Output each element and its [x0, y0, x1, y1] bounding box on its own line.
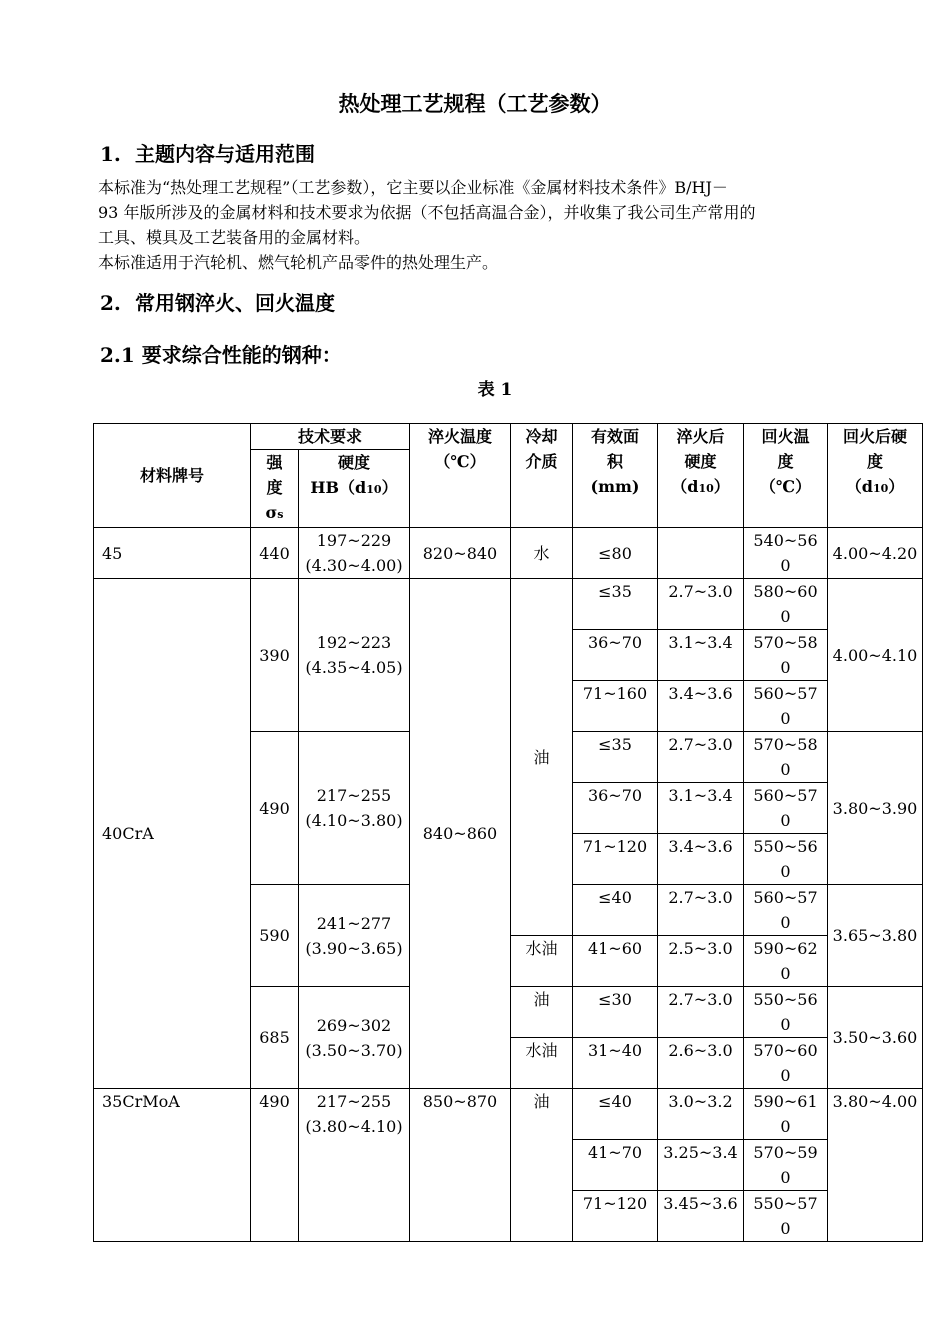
subscript: 10 — [366, 483, 382, 496]
cell-hardness-after-quench — [658, 528, 744, 579]
section-1-heading — [100, 138, 315, 167]
cell-hardness-after-temper: 3.80~3.90 — [828, 732, 923, 885]
cell-cooling: 水油 — [511, 936, 573, 987]
paragraph-line: 本标准为“热处理工艺规程”（工艺参数），它主要以企业标准《金属材料技术条件》B/HJ－ — [98, 178, 728, 197]
cell-text: 217~255 — [316, 786, 392, 805]
header-hardness — [299, 450, 410, 528]
cell-hardness-after-quench: 2.7~3.0 — [658, 579, 744, 630]
cell-text: 0 — [780, 658, 791, 677]
cell-text: 0 — [780, 1066, 791, 1085]
cell-hardness-after-temper: 4.00~4.10 — [828, 579, 923, 732]
cell-section: ≤40 — [573, 885, 658, 936]
section-1-number: 1. — [100, 142, 121, 166]
cell-text: 550~56 — [753, 990, 818, 1009]
cell-section: 36~70 — [573, 630, 658, 681]
cell-text: 0 — [780, 556, 791, 575]
cell-text: 550~56 — [753, 837, 818, 856]
header-text: (mm) — [590, 477, 640, 496]
subscript: s — [277, 508, 284, 521]
cell-hardness-after-temper: 3.50~3.60 — [828, 987, 923, 1089]
header-row — [94, 424, 923, 450]
header-text: （d — [671, 477, 699, 496]
cell-temper-temp — [744, 630, 828, 681]
header-material: 材料牌号 — [94, 424, 251, 528]
cell-text: 570~59 — [753, 1143, 818, 1162]
header-text: 度 — [777, 452, 794, 471]
cell-text: 540~56 — [753, 531, 818, 550]
cell-section: ≤35 — [573, 732, 658, 783]
cell-text: 590~62 — [753, 939, 818, 958]
cell-temper-temp — [744, 783, 828, 834]
header-text: 冷却 — [525, 427, 558, 446]
header-text: 淬火后 — [676, 427, 725, 446]
cell-quench-temp: 820~840 — [410, 528, 511, 579]
cell-section: ≤80 — [573, 528, 658, 579]
cell-temper-temp — [744, 1191, 828, 1242]
cell-section: ≤40 — [573, 1089, 658, 1140]
cell-text: 0 — [780, 964, 791, 983]
cell-temper-temp — [744, 681, 828, 732]
section-2-heading — [100, 287, 335, 316]
cell-section: 36~70 — [573, 783, 658, 834]
cell-section: ≤30 — [573, 987, 658, 1038]
cell-hardness-after-quench: 3.45~3.6 — [658, 1191, 744, 1242]
document-title: 热处理工艺规程（工艺参数） — [338, 91, 612, 116]
header-text: 度 — [266, 478, 283, 497]
cell-text: 269~302 — [316, 1015, 392, 1035]
paragraph-line: 工具、模具及工艺装备用的金属材料。 — [98, 228, 371, 247]
header-tech-requirements: 技术要求 — [251, 424, 410, 450]
cell-hardness-after-temper: 3.65~3.80 — [828, 885, 923, 987]
header-text: 淬火温度 — [427, 427, 492, 446]
cell-text: 0 — [780, 811, 791, 830]
cell-temper-temp — [744, 528, 828, 579]
cell-text: 0 — [780, 913, 791, 932]
cell-strength: 590 — [251, 885, 299, 987]
header-text: 硬度 — [337, 453, 370, 472]
cell-material: 45 — [94, 528, 251, 579]
cell-text: 0 — [780, 607, 791, 626]
header-strength — [251, 450, 299, 528]
header-text: （℃） — [759, 477, 812, 496]
cell-text: 580~60 — [753, 582, 818, 601]
cell-section: 31~40 — [573, 1038, 658, 1089]
cell-hardness-after-quench: 2.7~3.0 — [658, 885, 744, 936]
cell-strength: 490 — [251, 732, 299, 885]
cell-strength: 390 — [251, 579, 299, 732]
cell-text: (3.90~3.65) — [305, 938, 403, 958]
cell-hardness-after-quench: 3.25~3.4 — [658, 1140, 744, 1191]
header-hardness-after-temper — [828, 424, 923, 528]
header-hardness-after-quench — [658, 424, 744, 528]
cell-hardness — [299, 732, 410, 885]
header-text: 回火温 — [761, 427, 810, 446]
cell-cooling: 水 — [511, 528, 573, 579]
cell-section: ≤35 — [573, 579, 658, 630]
header-text: 度 — [866, 452, 883, 471]
cell-text: 590~61 — [753, 1092, 818, 1111]
table-caption: 表 1 — [477, 380, 513, 400]
subscript: 10 — [698, 482, 714, 495]
header-text — [658, 474, 743, 501]
table-row — [94, 1089, 923, 1140]
cell-text: 241~277 — [316, 913, 392, 933]
cell-hardness-after-quench: 2.7~3.0 — [658, 732, 744, 783]
cell-hardness-after-temper: 4.00~4.20 — [828, 528, 923, 579]
heat-treatment-table — [93, 423, 923, 1242]
cell-text: (3.50~3.70) — [305, 1040, 403, 1060]
header-temper-temp — [744, 424, 828, 528]
cell-hardness-after-quench: 3.1~3.4 — [658, 783, 744, 834]
cell-section: 41~70 — [573, 1140, 658, 1191]
cell-text: 217~255 — [316, 1092, 392, 1111]
cell-material: 40CrA — [94, 579, 251, 1089]
header-text: （d — [845, 477, 873, 496]
cell-hardness — [299, 579, 410, 732]
cell-temper-temp — [744, 834, 828, 885]
subscript: 10 — [872, 482, 889, 495]
header-text: HB（d — [310, 478, 367, 497]
header-text: 强 — [266, 453, 283, 472]
cell-text: 0 — [780, 1219, 791, 1238]
cell-text: 197~229 — [316, 531, 392, 550]
header-text: ） — [888, 477, 905, 496]
cell-section: 71~120 — [573, 1191, 658, 1242]
cell-hardness-after-quench: 3.4~3.6 — [658, 834, 744, 885]
section-2-1-heading: 2.1 要求综合性能的钢种： — [100, 343, 342, 367]
cell-material: 35CrMoA — [94, 1089, 251, 1242]
section-2-title: 常用钢淬火、回火温度 — [134, 291, 335, 315]
cell-text: (4.35~4.05) — [305, 658, 403, 677]
header-text — [828, 474, 922, 501]
cell-text: 0 — [780, 709, 791, 728]
sigma-symbol: σ — [265, 503, 278, 522]
header-text: 硬度 — [684, 452, 717, 471]
cell-temper-temp — [744, 1089, 828, 1140]
cell-section: 41~60 — [573, 936, 658, 987]
header-text — [299, 475, 409, 502]
cell-temper-temp — [744, 1038, 828, 1089]
header-text: 积 — [606, 452, 623, 471]
cell-quench-temp: 850~870 — [410, 1089, 511, 1242]
cell-hardness-after-quench: 2.6~3.0 — [658, 1038, 744, 1089]
cell-text: (4.10~3.80) — [305, 811, 403, 830]
header-effective-section — [573, 424, 658, 528]
header-text: 回火后硬 — [842, 427, 907, 446]
cell-temper-temp — [744, 732, 828, 783]
cell-temper-temp — [744, 579, 828, 630]
cell-hardness — [299, 885, 410, 987]
cell-hardness-after-quench: 3.0~3.2 — [658, 1089, 744, 1140]
cell-temper-temp — [744, 936, 828, 987]
header-text: 有效面 — [590, 427, 639, 446]
section-1-title: 主题内容与适用范围 — [134, 142, 315, 166]
paragraph-line: 93 年版所涉及的金属材料和技术要求为依据（不包括高温合金），并收集了我公司生产常用的 — [98, 203, 756, 222]
cell-text: (4.30~4.00) — [305, 556, 403, 575]
cell-hardness-after-quench: 3.1~3.4 — [658, 630, 744, 681]
cell-text: 560~57 — [753, 684, 818, 703]
cell-text: 550~57 — [753, 1194, 818, 1213]
cell-strength: 685 — [251, 987, 299, 1089]
cell-hardness — [299, 987, 410, 1089]
section-2-number: 2. — [100, 291, 121, 315]
cell-text: 0 — [780, 862, 791, 881]
paragraph-line: 本标准适用于汽轮机、燃气轮机产品零件的热处理生产。 — [98, 253, 499, 272]
cell-text: 570~58 — [753, 735, 818, 754]
cell-text: 192~223 — [316, 633, 392, 652]
table-row — [94, 579, 923, 630]
cell-text: 560~57 — [753, 888, 818, 907]
header-text: ） — [381, 478, 398, 497]
cell-hardness-after-quench: 3.4~3.6 — [658, 681, 744, 732]
cell-text: 570~58 — [753, 633, 818, 652]
cell-text: (3.80~4.10) — [305, 1117, 403, 1136]
cell-cooling: 油 — [511, 987, 573, 1038]
cell-text: 570~60 — [753, 1041, 818, 1060]
cell-hardness-after-temper: 3.80~4.00 — [828, 1089, 923, 1242]
cell-hardness — [299, 528, 410, 579]
header-text: 介质 — [525, 452, 558, 471]
header-text: ） — [713, 477, 730, 496]
cell-hardness — [299, 1089, 410, 1242]
scope-paragraph — [98, 175, 898, 275]
cell-hardness-after-quench: 2.5~3.0 — [658, 936, 744, 987]
cell-section: 71~120 — [573, 834, 658, 885]
header-cooling-medium — [511, 424, 573, 528]
cell-hardness-after-quench: 2.7~3.0 — [658, 987, 744, 1038]
cell-cooling: 油 — [511, 1089, 573, 1242]
cell-section: 71~160 — [573, 681, 658, 732]
cell-text: 0 — [780, 1015, 791, 1034]
header-text — [251, 500, 298, 527]
cell-temper-temp — [744, 885, 828, 936]
cell-text: 0 — [780, 760, 791, 779]
cell-strength: 490 — [251, 1089, 299, 1242]
cell-temper-temp — [744, 1140, 828, 1191]
cell-text: 0 — [780, 1168, 791, 1187]
cell-strength: 440 — [251, 528, 299, 579]
cell-quench-temp: 840~860 — [410, 579, 511, 1089]
header-quench-temp — [410, 424, 511, 528]
cell-text: 0 — [780, 1117, 791, 1136]
cell-cooling: 油 — [511, 579, 573, 936]
cell-cooling: 水油 — [511, 1038, 573, 1089]
cell-temper-temp — [744, 987, 828, 1038]
header-text: （℃） — [434, 452, 486, 471]
cell-text: 560~57 — [753, 786, 818, 805]
table-row — [94, 528, 923, 579]
